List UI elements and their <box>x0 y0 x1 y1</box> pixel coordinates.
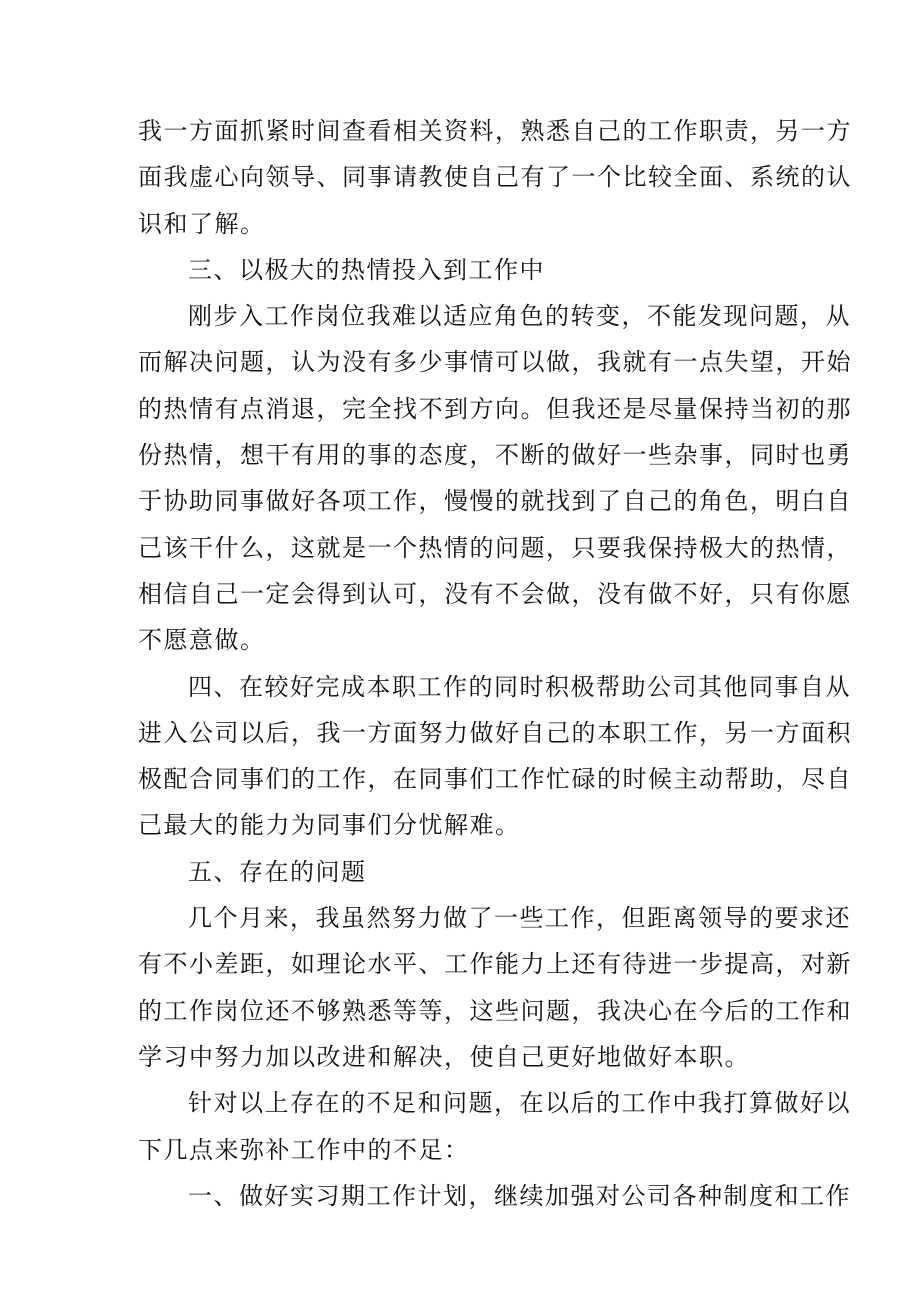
document-body <box>138 108 852 1219</box>
text-line: 针对以上存在的不足和问题，在以后的工作中我打算做好以 <box>188 1089 851 1118</box>
paragraph <box>138 1080 851 1173</box>
text-line: 的工作岗位还不够熟悉等等，这些问题，我决心在今后的工作和 <box>138 996 852 1025</box>
paragraph <box>138 1173 851 1219</box>
text-line: 己最大的能力为同事们分忧解难。 <box>138 811 521 840</box>
text-line: 一、做好实习期工作计划，继续加强对公司各种制度和工作 <box>188 1181 851 1210</box>
section-heading <box>138 849 806 895</box>
text-line: 相信自己一定会得到认可，没有不会做，没有做不好，只有你愿 <box>138 579 852 608</box>
text-line: 学习中努力加以改进和解决，使自己更好地做好本职。 <box>138 1042 750 1071</box>
text-line: 下几点来弥补工作中的不足： <box>138 1135 470 1164</box>
text-line: 刚步入工作岗位我难以适应角色的转变，不能发现问题，从 <box>188 302 851 331</box>
text-line: 于协助同事做好各项工作，慢慢的就找到了自己的角色，明白自 <box>138 487 852 516</box>
paragraph <box>138 293 852 663</box>
paragraph <box>138 108 852 247</box>
text-line: 份热情，想干有用的事的态度，不断的做好一些杂事，同时也勇 <box>138 441 852 470</box>
paragraph <box>138 664 852 849</box>
text-line: 我一方面抓紧时间查看相关资料，熟悉自己的工作职责，另一方 <box>138 117 852 145</box>
text-line: 进入公司以后，我一方面努力做好自己的本职工作，另一方面积 <box>138 718 852 747</box>
text-line: 五、存在的问题 <box>188 857 367 886</box>
section-heading <box>138 247 806 293</box>
text-line: 的热情有点消退，完全找不到方向。但我还是尽量保持当初的那 <box>138 394 852 423</box>
text-line: 识和了解。 <box>138 209 266 238</box>
text-line: 极配合同事们的工作，在同事们工作忙碌的时候主动帮助，尽自 <box>138 765 852 794</box>
text-line: 面我虚心向领导、同事请教使自己有了一个比较全面、系统的认 <box>138 163 852 192</box>
text-line: 几个月来，我虽然努力做了一些工作，但距离领导的要求还 <box>188 904 851 933</box>
text-line: 有不小差距，如理论水平、工作能力上还有待进一步提高，对新 <box>138 950 852 979</box>
text-line: 而解决问题，认为没有多少事情可以做，我就有一点失望，开始 <box>138 348 852 377</box>
text-line: 不愿意做。 <box>138 626 266 655</box>
text-line: 四、在较好完成本职工作的同时积极帮助公司其他同事自从 <box>188 672 851 701</box>
text-line: 三、以极大的热情投入到工作中 <box>188 255 545 284</box>
text-line: 己该干什么，这就是一个热情的问题，只要我保持极大的热情， <box>138 533 852 562</box>
paragraph <box>138 895 852 1080</box>
